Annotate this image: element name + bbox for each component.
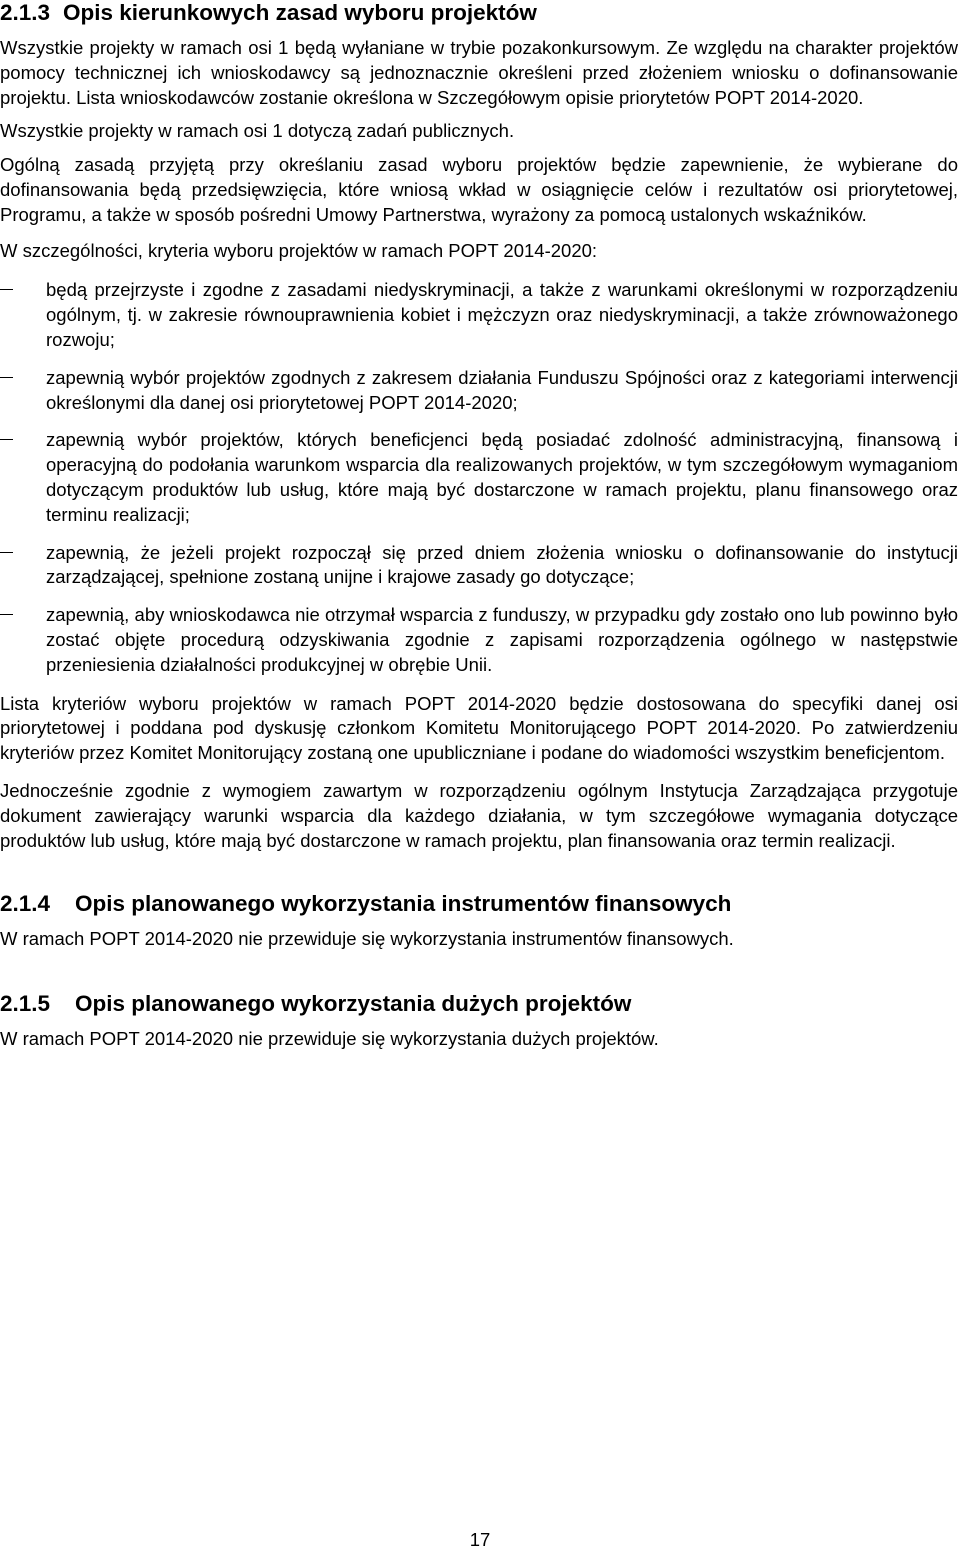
list-item-text: zapewnią wybór projektów zgodnych z zakresem działania Funduszu Spójności oraz z kategoriami interwencji określonymi dla danej osi priorytetowej POPT 2014-2020; bbox=[46, 366, 958, 413]
paragraph: Lista kryteriów wyboru projektów w ramach POPT 2014-2020 będzie dostosowana do specyfiki danej osi priorytetowej i poddana pod dyskusję członkom Komitetu Monitorującego POPT 2014-2020. Po zatwierdzeniu kryteriów przez Komitet Monitorujący zostaną one upubliczniane i podane do wiadomości wszystkim beneficjentom. bbox=[0, 692, 958, 764]
dash-bullet-icon bbox=[0, 614, 13, 615]
paragraph: W ramach POPT 2014-2020 nie przewiduje się wykorzystania instrumentów finansowych. bbox=[0, 928, 734, 950]
paragraph: Wszystkie projekty w ramach osi 1 będą wyłaniane w trybie pozakonkursowym. Ze względu na charakter projektów pomocy technicznej ich wnioskodawcy są jednoznacznie określeni przed złożeniem wniosku o dofinansowanie projektu. Lista wnioskodawców zostanie określona w Szczegółowym opisie priorytetów POPT 2014-2020. bbox=[0, 37, 958, 108]
list-item-text: zapewnią, aby wnioskodawca nie otrzymał wsparcia z funduszy, w przypadku gdy zostało ono lub powinno było zostać objęte procedurą odzyskiwania zgodnie z zapisami rozporządzenia ogólnego w następstwie przeniesienia działalności produkcyjnej w obrębie Unii. bbox=[46, 604, 958, 675]
section-heading-2-1-4 bbox=[0, 891, 958, 917]
list-item-text: zapewnią, że jeżeli projekt rozpoczął się przed dniem złożenia wniosku o dofinansowanie do instytucji zarządzającej, spełnione zostaną unijne i krajowe zasady go dotyczące; bbox=[46, 541, 958, 588]
dash-bullet-icon bbox=[0, 289, 13, 290]
list-item bbox=[0, 541, 958, 591]
paragraph: Ogólną zasadą przyjętą przy określaniu zasad wyboru projektów będzie zapewnienie, że wybierane do dofinansowania będą przedsięwzięcia, które wniosą wkład w osiągnięcie celów i rezultatów osi priorytetowej, Programu, a także w sposób pośredni Umowy Partnerstwa, wyrażony za pomocą ustalonych wskaźników. bbox=[0, 154, 958, 225]
section-number: 2.1.3 bbox=[0, 0, 51, 25]
section-number: 2.1.4 bbox=[0, 891, 51, 917]
criteria-list bbox=[0, 278, 958, 677]
list-item bbox=[0, 428, 958, 527]
page-number: 17 bbox=[469, 1529, 491, 1550]
section-title: Opis planowanego wykorzystania dużych projektów bbox=[75, 991, 632, 1017]
section-title: Opis planowanego wykorzystania instrumentów finansowych bbox=[75, 891, 732, 917]
list-item-text: będą przejrzyste i zgodne z zasadami niedyskryminacji, a także z warunkami określonymi w rozporządzeniu ogólnym, tj. w zakresie równouprawnienia kobiet i mężczyzn oraz niedyskryminacji, a także zrównoważonego rozwoju; bbox=[46, 279, 958, 350]
paragraph: Jednocześnie zgodnie z wymogiem zawartym w rozporządzeniu ogólnym Instytucja Zarządzająca przygotuje dokument zawierający warunki wsparcia dla każdego działania, w tym szczegółowe wymagania dotyczące produktów lub usług, które mają być dostarczone w ramach projektu, plan finansowania oraz termin realizacji. bbox=[0, 779, 958, 851]
dash-bullet-icon bbox=[0, 439, 13, 440]
dash-bullet-icon bbox=[0, 552, 13, 553]
paragraph: Wszystkie projekty w ramach osi 1 dotyczą zadań publicznych. bbox=[0, 120, 515, 142]
section-heading-2-1-5 bbox=[0, 991, 958, 1017]
list-item bbox=[0, 366, 958, 416]
list-item bbox=[0, 603, 958, 677]
dash-bullet-icon bbox=[0, 377, 13, 378]
section-heading-2-1-3 bbox=[0, 0, 958, 26]
list-item-text: zapewnią wybór projektów, których beneficjenci będą posiadać zdolność administracyjną, finansową i operacyjną do podołania warunkom wsparcia dla realizowanych projektów, w tym szczegółowym wymaganiom dotyczącym produktów lub usług, które mają być dostarczone w ramach projektu, planu finansowego oraz terminu realizacji; bbox=[46, 429, 958, 525]
section-title: Opis kierunkowych zasad wyboru projektów bbox=[63, 0, 537, 25]
list-item bbox=[0, 278, 958, 352]
paragraph: W szczególności, kryteria wyboru projektów w ramach POPT 2014-2020: bbox=[0, 239, 598, 261]
section-number: 2.1.5 bbox=[0, 991, 51, 1017]
paragraph: W ramach POPT 2014-2020 nie przewiduje się wykorzystania dużych projektów. bbox=[0, 1028, 659, 1050]
